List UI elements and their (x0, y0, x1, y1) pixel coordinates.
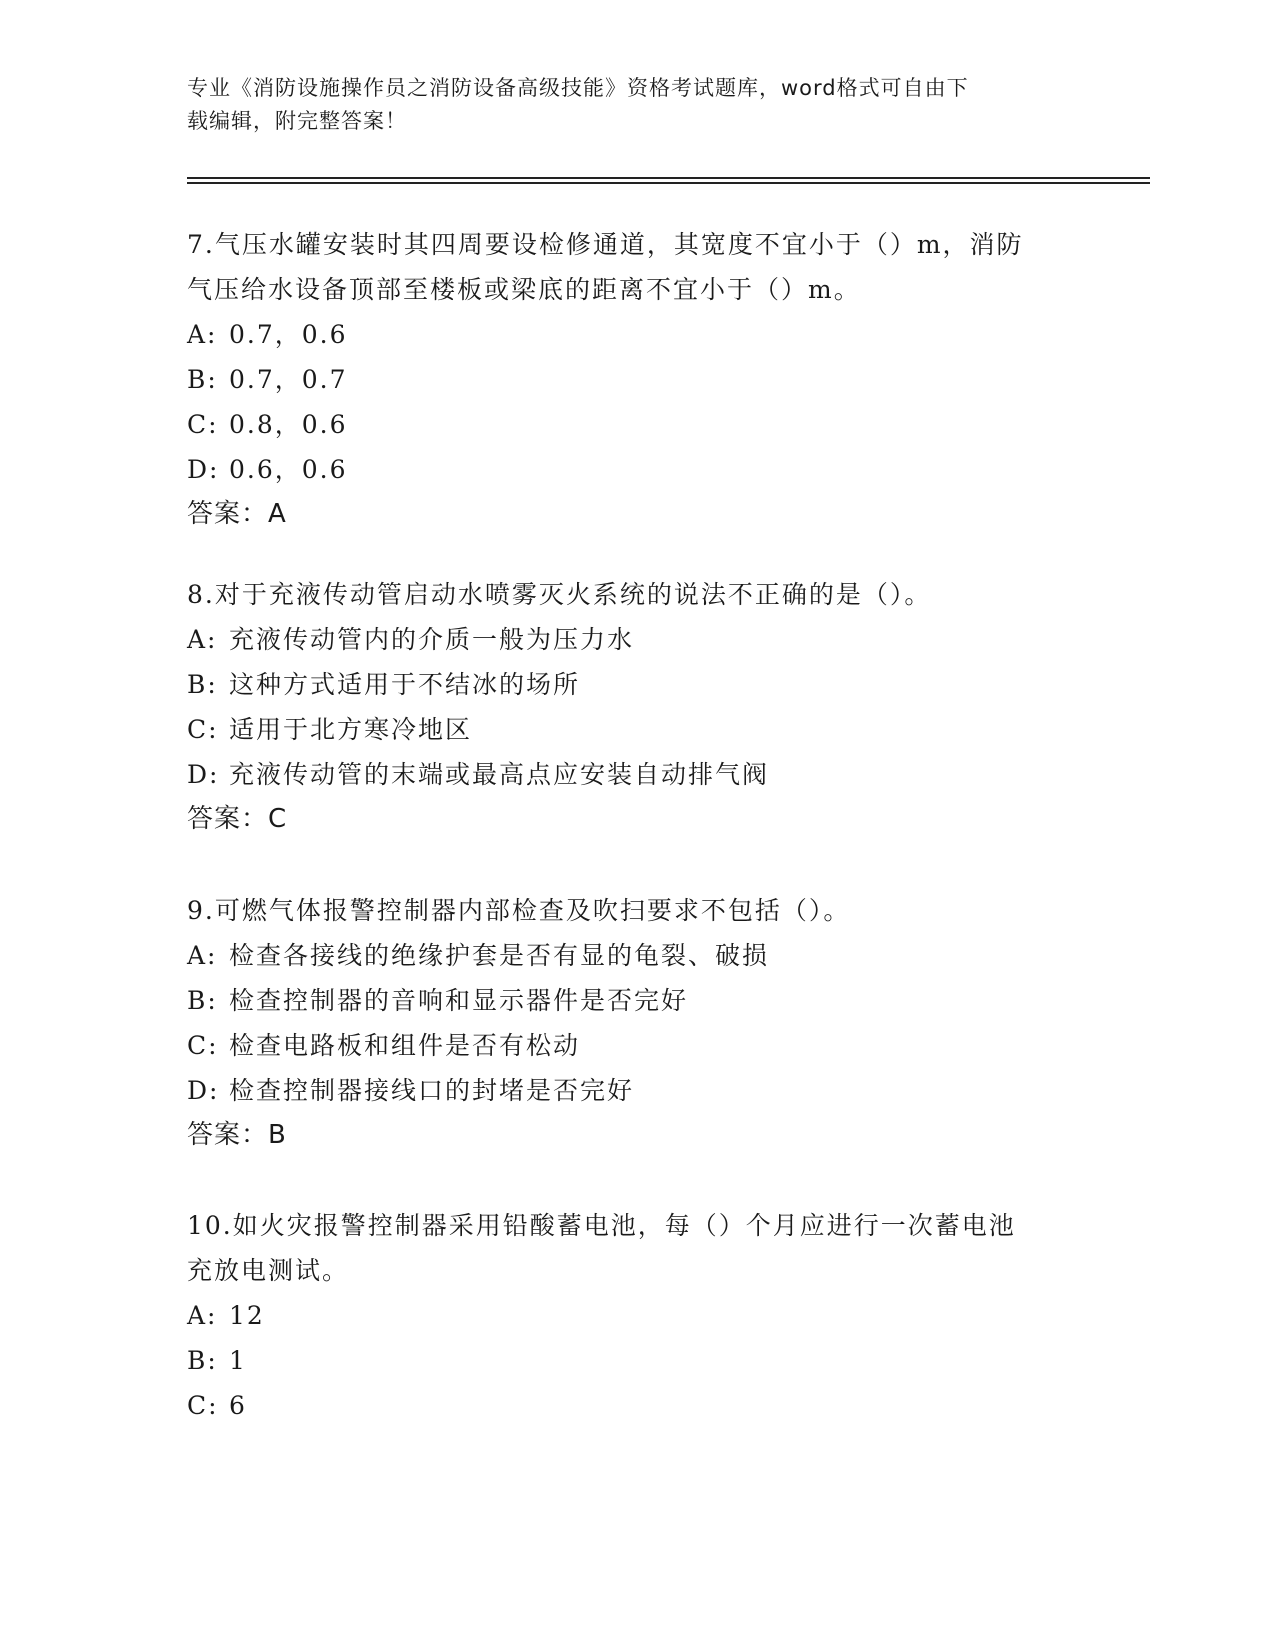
option-b (187, 357, 1067, 402)
option-key: A: (187, 941, 218, 970)
option-c (187, 1023, 1067, 1068)
question-stem-line: 充放电测试。 (187, 1256, 350, 1285)
option-b (187, 978, 1067, 1023)
option-text: 0.7，0.7 (229, 365, 348, 394)
option-c (187, 402, 1067, 447)
option-text: 0.6，0.6 (229, 455, 348, 484)
question-stem-line: 气压给水设备顶部至楼板或梁底的距离不宜小于（）m。 (187, 275, 861, 304)
option-text: 6 (229, 1391, 247, 1420)
answer: 答案：A (187, 499, 287, 529)
option-a (187, 617, 1067, 662)
option-key: A: (187, 1301, 218, 1330)
document-header (187, 72, 1067, 138)
option-text: 检查控制器接线口的封堵是否完好 (229, 1076, 635, 1105)
option-d (187, 1068, 1067, 1113)
option-key: D: (187, 760, 220, 789)
question-stem-line: 9.可燃气体报警控制器内部检查及吹扫要求不包括（）。 (187, 896, 851, 925)
question-stem-line: 10.如火灾报警控制器采用铅酸蓄电池，每（）个月应进行一次蓄电池 (187, 1211, 1016, 1240)
answer: 答案：C (187, 804, 288, 834)
option-key: A: (187, 625, 218, 654)
option-key: C: (187, 715, 219, 744)
option-text: 12 (229, 1301, 265, 1330)
option-key: C: (187, 1031, 219, 1060)
header-line-2: 载编辑，附完整答案！ (187, 109, 407, 133)
question-stem-line: 8.对于充液传动管启动水喷雾灭火系统的说法不正确的是（）。 (187, 580, 932, 609)
option-key: A: (187, 320, 218, 349)
header-divider-top (187, 177, 1150, 179)
option-c (187, 707, 1067, 752)
option-key: D: (187, 455, 220, 484)
option-text: 1 (229, 1346, 247, 1375)
option-key: B: (187, 365, 218, 394)
option-text: 检查电路板和组件是否有松动 (229, 1031, 581, 1060)
option-d (187, 447, 1067, 492)
answer: 答案：B (187, 1120, 287, 1150)
option-key: B: (187, 986, 218, 1015)
option-a (187, 1293, 1067, 1338)
option-a (187, 312, 1067, 357)
option-a (187, 933, 1067, 978)
question-stem-line: 7.气压水罐安装时其四周要设检修通道，其宽度不宜小于（）m，消防 (187, 230, 1024, 259)
option-text: 0.8，0.6 (229, 410, 348, 439)
option-key: B: (187, 1346, 218, 1375)
question-7 (187, 222, 1067, 537)
option-text: 这种方式适用于不结冰的场所 (229, 670, 581, 699)
question-10 (187, 1203, 1067, 1428)
option-key: B: (187, 670, 218, 699)
option-key: C: (187, 410, 219, 439)
question-8 (187, 572, 1067, 842)
option-text: 适用于北方寒冷地区 (229, 715, 473, 744)
option-text: 充液传动管的末端或最高点应安装自动排气阀 (229, 760, 770, 789)
header-line-1: 专业《消防设施操作员之消防设备高级技能》资格考试题库，word格式可自由下 (187, 76, 969, 100)
option-key: D: (187, 1076, 220, 1105)
option-b (187, 662, 1067, 707)
option-c (187, 1383, 1067, 1428)
option-key: C: (187, 1391, 219, 1420)
option-d (187, 752, 1067, 797)
option-b (187, 1338, 1067, 1383)
question-9 (187, 888, 1067, 1158)
option-text: 检查各接线的绝缘护套是否有显的龟裂、破损 (229, 941, 770, 970)
option-text: 0.7，0.6 (229, 320, 348, 349)
header-divider-bottom (187, 182, 1150, 184)
option-text: 充液传动管内的介质一般为压力水 (229, 625, 635, 654)
option-text: 检查控制器的音响和显示器件是否完好 (229, 986, 689, 1015)
